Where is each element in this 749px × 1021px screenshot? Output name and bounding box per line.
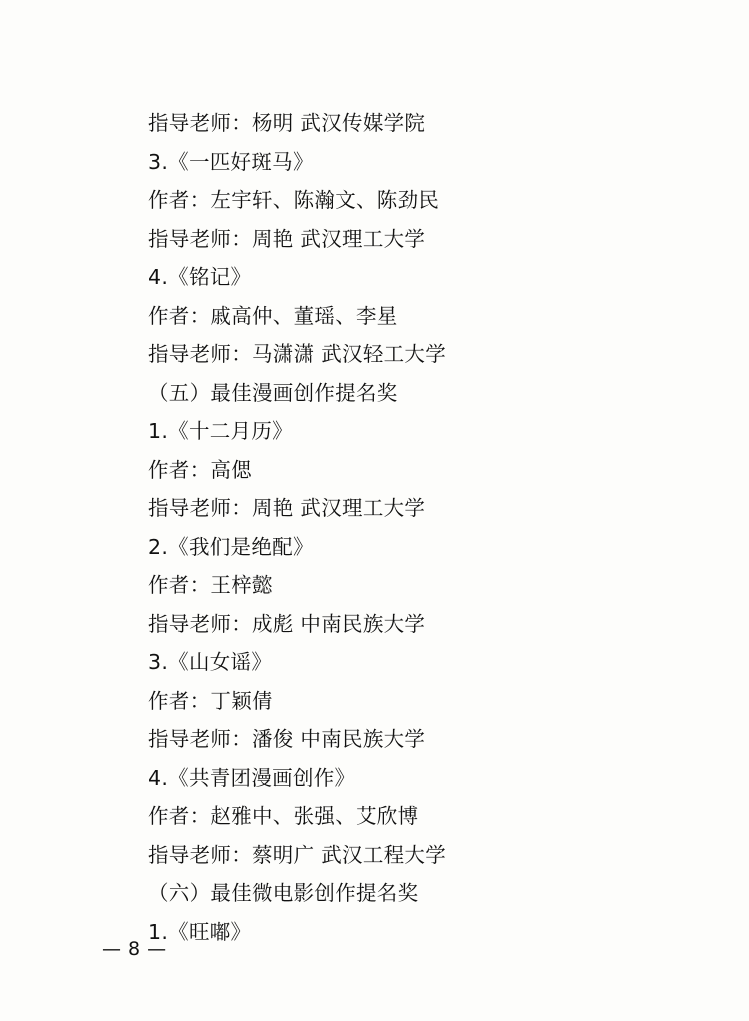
document-body [148, 104, 618, 951]
document-line: 1.《旺嘟》 [148, 919, 252, 944]
document-line: 作者：左宇轩、陈瀚文、陈劲民 [148, 188, 440, 212]
document-line: 指导老师：马潇潇 武汉轻工大学 [148, 342, 447, 366]
document-line: （六）最佳微电影创作提名奖 [148, 881, 419, 905]
document-line: 指导老师：周艳 武汉理工大学 [148, 226, 426, 251]
document-line: 3.《山女谣》 [148, 650, 273, 674]
document-line: 指导老师：潘俊 中南民族大学 [148, 727, 426, 751]
document-line: 指导老师：成彪 中南民族大学 [148, 611, 426, 636]
document-line: 指导老师：周艳 武汉理工大学 [148, 496, 426, 520]
document-line: 4.《共青团漫画创作》 [148, 765, 356, 790]
document-line: 作者：丁颖倩 [148, 688, 273, 713]
document-line: 3.《一匹好斑马》 [148, 149, 314, 174]
document-line: 指导老师：杨明 武汉传媒学院 [148, 111, 426, 135]
footer-right-dash: — [147, 938, 168, 960]
document-line: （五）最佳漫画创作提名奖 [148, 380, 398, 405]
document-line: 作者：王梓懿 [148, 573, 273, 597]
document-line: 指导老师：蔡明广 武汉工程大学 [148, 842, 447, 867]
document-line: 4.《铭记》 [148, 265, 252, 289]
document-line: 1.《十二月历》 [148, 419, 293, 443]
document-line: 2.《我们是绝配》 [148, 534, 314, 559]
page-number: 8 [128, 938, 142, 960]
document-line: 作者：赵雅中、张强、艾欣博 [148, 804, 419, 828]
document-line: 作者：高偲 [148, 457, 252, 482]
page-footer [96, 938, 296, 960]
footer-left-dash: — [102, 938, 122, 960]
document-line: 作者：戚高仲、董瑶、李星 [148, 303, 398, 328]
